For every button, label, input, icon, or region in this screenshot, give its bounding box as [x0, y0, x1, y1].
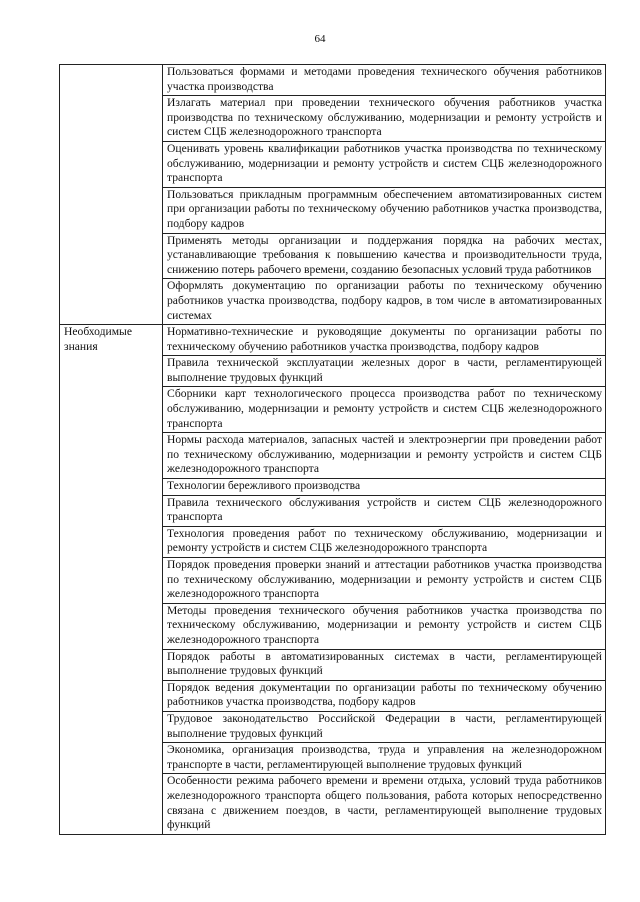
requirement-item-cell [163, 325, 606, 356]
requirement-item-cell [163, 387, 606, 433]
requirement-item-text: Нормы расхода материалов, запасных частей и электроэнергии при проведении работ по техническому обслуживанию, модернизации и ремонту устройств и систем СЦБ железнодорожного транспорта [167, 433, 602, 476]
requirements-table-body [60, 65, 606, 835]
requirement-item-text: Экономика, организация производства, труда и управления на железнодорожном транспорте в части, регламентирующей выполнение трудовых функций [167, 743, 602, 771]
requirement-item-cell [163, 279, 606, 325]
requirement-item-cell [163, 65, 606, 96]
requirement-item-text: Излагать материал при проведении технического обучения работников участка производства по техническому обслуживанию, модернизации и ремонту устройств и систем СЦБ железнодорожного транспорта [167, 96, 602, 139]
requirement-item-cell [163, 433, 606, 479]
section-label-cell [60, 65, 163, 325]
requirement-item-text: Оценивать уровень квалификации работников участка производства по техническому обслуживанию, модернизации и ремонту устройств и систем СЦБ железнодорожного транспорта [167, 141, 602, 185]
requirement-item-text: Технологии бережливого производства [167, 479, 361, 493]
requirement-item-text: Порядок проведения проверки знаний и аттестации работников участка производства по техническому обслуживанию, модернизации и ремонту устройств и систем СЦБ железнодорожного транспорта [167, 558, 602, 601]
requirement-item-cell [163, 774, 606, 834]
section-label: Необходимые знания [64, 325, 132, 353]
requirement-item-text: Порядок ведения документации по организации работы по техническому обучению работников участка производства, подбору кадров [167, 680, 602, 709]
table-row [60, 65, 606, 96]
requirement-item-cell [163, 603, 606, 649]
requirement-item-cell [163, 96, 606, 142]
requirement-item-text: Правила технического обслуживания устройств и систем СЦБ железнодорожного транспорта [167, 495, 602, 524]
requirement-item-text: Применять методы организации и поддержания порядка на рабочих местах, устанавливающие требования к повышению качества и производительности труда, снижению потерь рабочего времени, созданию безопасных условий труда работников [167, 233, 602, 276]
requirement-item-cell [163, 479, 606, 496]
requirement-item-text: Оформлять документацию по организации работы по техническому обучению работников участка производства, подбору кадров, в том числе в автоматизированных системах [167, 279, 602, 322]
requirement-item-text: Технология проведения работ по техническому обслуживанию, модернизации и ремонту устройств и систем СЦБ железнодорожного транспорта [167, 526, 602, 555]
requirement-item-cell [163, 233, 606, 279]
requirement-item-text: Правила технической эксплуатации железных дорог в части, регламентирующей выполнение трудовых функций [167, 356, 602, 384]
table-row [60, 325, 606, 356]
requirement-item-text: Трудовое законодательство Российской Федерации в части, регламентирующей выполнение трудовых функций [167, 711, 602, 740]
requirement-item-text: Нормативно-технические и руководящие документы по организации работы по техническому обучению работников участка производства, подбору кадров [167, 325, 602, 353]
requirement-item-cell [163, 356, 606, 387]
requirement-item-cell [163, 558, 606, 604]
section-label-cell [60, 325, 163, 835]
page-number: 64 [314, 33, 326, 45]
requirement-item-cell [163, 495, 606, 526]
requirement-item-text: Сборники карт технологического процесса производства работ по техническому обслуживанию, модернизации и ремонту устройств и систем СЦБ железнодорожного транспорта [167, 387, 602, 430]
requirement-item-text: Методы проведения технического обучения работников участка производства по техническому обслуживанию, модернизации и ремонту устройств и систем СЦБ железнодорожного транспорта [167, 603, 602, 646]
requirement-item-text: Особенности режима рабочего времени и времени отдыха, условий труда работников железнодорожного транспорта общего пользования, работа которых непосредственно связана с движением поездов, в части, регламентирующей выполнение трудовых функций [167, 774, 602, 832]
requirement-item-cell [163, 187, 606, 233]
requirement-item-cell [163, 711, 606, 742]
requirement-item-cell [163, 649, 606, 680]
requirements-table [59, 64, 606, 835]
requirement-item-cell [163, 743, 606, 774]
requirement-item-text: Пользоваться прикладным программным обеспечением автоматизированных систем при организации работы по техническому обучению работников участка производства, подбору кадров [167, 187, 602, 230]
requirement-item-cell [163, 680, 606, 711]
requirement-item-text: Порядок работы в автоматизированных системах в части, регламентирующей выполнение трудовых функций [167, 649, 602, 678]
requirement-item-cell [163, 526, 606, 557]
requirement-item-text: Пользоваться формами и методами проведения технического обучения работников участка производства [167, 65, 602, 93]
requirement-item-cell [163, 141, 606, 187]
